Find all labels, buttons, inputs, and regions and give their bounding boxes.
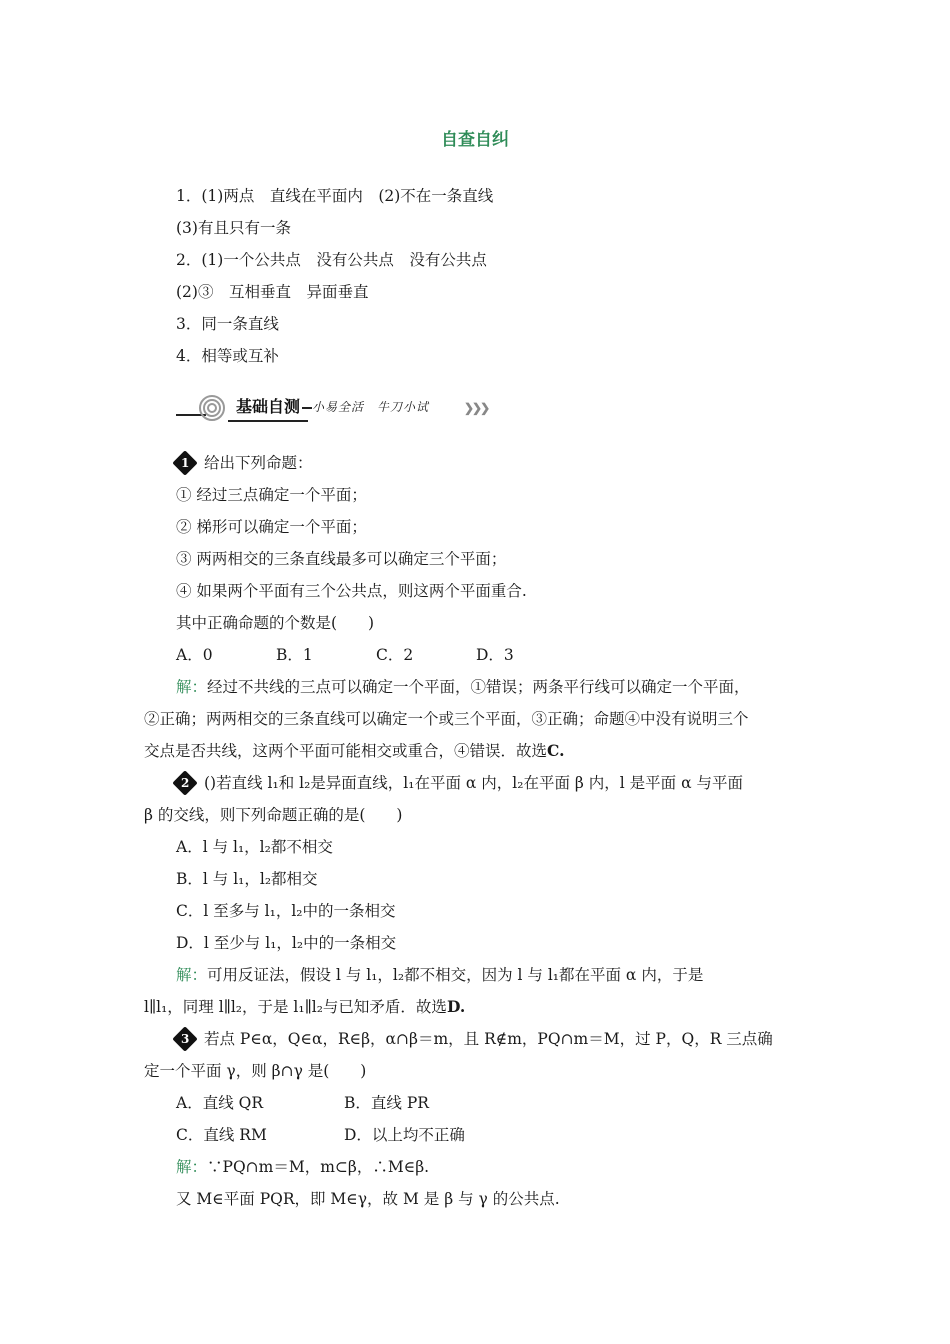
question-number-badge: 2 [172,770,197,795]
proposition-4: ④ 如果两个平面有三个公共点，则这两个平面重合. [176,582,527,600]
section-banner [176,392,506,426]
solution-2-line-2: l∥l₁，同理 l∥l₂，于是 l₁∥l₂与已知矛盾．故选D. [144,997,466,1016]
option-d: D．l 至少与 l₁，l₂中的一条相交 [176,934,397,952]
solution-3-line-2: 又 M∈平面 PQR，即 M∈γ，故 M 是 β 与 γ 的公共点. [176,1190,560,1208]
question-1-stem: 1 给出下列命题： [176,452,313,474]
solution-2-line-1: 解：可用反证法，假设 l 与 l₁，l₂都不相交，因为 l 与 l₁都在平面 α 内，于是 [176,966,704,984]
solution-label: 解： [176,966,208,984]
solution-1-line-3: 交点是否共线，这两个平面可能相交或重合，④错误．故选C. [144,741,565,760]
solution-label: 解： [176,1158,208,1176]
option-a: A．直线 QR [176,1094,263,1112]
review-line-3: 2．(1)一个公共点 没有公共点 没有公共点 [176,251,487,269]
option-a: A．0 [176,646,213,664]
option-d: D．3 [476,646,514,664]
review-line-5: 3．同一条直线 [176,315,279,333]
review-line-6: 4．相等或互补 [176,347,279,365]
solution-label: 解： [176,678,208,696]
option-c: C．l 至多与 l₁，l₂中的一条相交 [176,902,396,920]
review-line-2: (3)有且只有一条 [176,219,291,237]
option-c: C．2 [376,646,414,664]
solution-1-line-1: 解：经过不共线的三点可以确定一个平面，①错误；两条平行线可以确定一个平面， [176,678,750,696]
swirl-icon [198,394,226,422]
option-c: C．直线 RM [176,1126,267,1144]
question-3-stem-line-1: 3 若点 P∈α，Q∈α，R∈β，α∩β＝m，且 R∉m，PQ∩m＝M，过 P，Q，R 三点确 [176,1028,773,1050]
solution-3-line-1: 解：∵PQ∩m＝M，m⊂β，∴M∈β. [176,1158,430,1176]
question-number-badge: 1 [172,450,197,475]
proposition-1: ① 经过三点确定一个平面； [176,486,367,504]
banner-subtitle: 小易全活 牛刀小试 [312,400,430,414]
section-title: 自查自纠 [441,130,509,150]
proposition-2: ② 梯形可以确定一个平面； [176,518,367,536]
double-chevron-icon: ❯❯❯ [464,401,489,415]
question-number-badge: 3 [172,1026,197,1051]
question-3-stem-line-2: 定一个平面 γ，则 β∩γ 是( ) [144,1062,367,1080]
solution-1-line-2: ②正确；两两相交的三条直线可以确定一个或三个平面，③正确；命题④中没有说明三个 [144,710,749,728]
review-line-4: (2)③ 互相垂直 异面垂直 [176,283,369,301]
option-a: A．l 与 l₁，l₂都不相交 [176,838,333,856]
proposition-3: ③ 两两相交的三条直线最多可以确定三个平面； [176,550,507,568]
option-b: B．直线 PR [344,1094,429,1112]
banner-dash [302,407,312,409]
question-1-ask: 其中正确命题的个数是( ) [176,614,375,632]
review-line-1: 1．(1)两点 直线在平面内 (2)不在一条直线 [176,187,494,205]
option-d: D．以上均不正确 [344,1126,465,1144]
answer-1: C. [547,741,565,760]
banner-heading: 基础自测 [228,394,308,422]
option-b: B．l 与 l₁，l₂都相交 [176,870,318,888]
option-b: B．1 [276,646,313,664]
answer-2: D. [446,997,466,1016]
question-2-stem-line-1: 2 ()若直线 l₁和 l₂是异面直线，l₁在平面 α 内，l₂在平面 β 内，l 是平面 α 与平面 [176,772,743,794]
question-2-stem-line-2: β 的交线，则下列命题正确的是( ) [144,806,403,824]
